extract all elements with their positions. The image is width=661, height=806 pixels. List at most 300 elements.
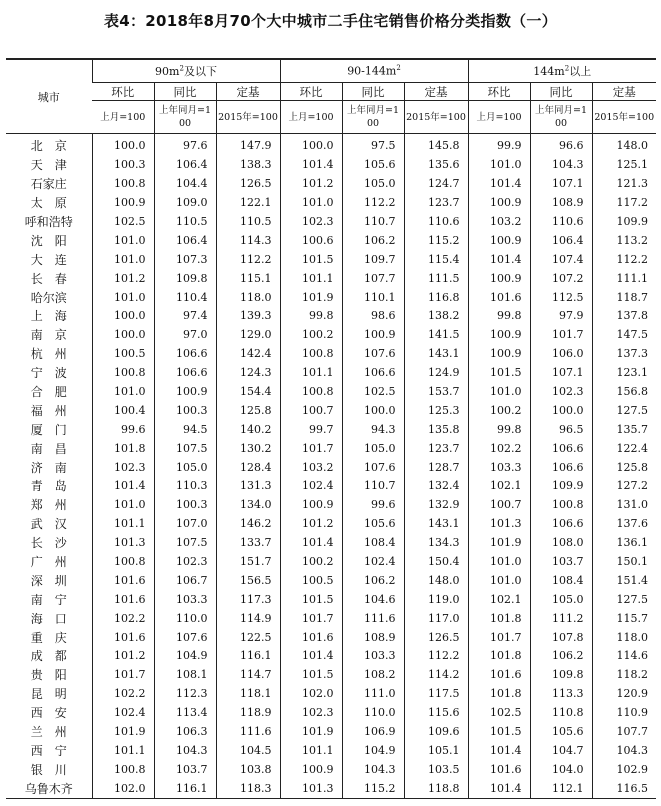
table-row — [6, 609, 656, 628]
index-value: 101.8 — [468, 647, 530, 666]
table-row — [6, 345, 656, 364]
city-name: 宁 波 — [30, 366, 67, 381]
index-value: 107.6 — [342, 345, 404, 364]
index-value: 101.0 — [92, 231, 154, 250]
index-value: 97.4 — [154, 307, 216, 326]
table-row — [6, 213, 656, 232]
index-value: 151.7 — [216, 553, 280, 572]
index-value: 106.4 — [530, 231, 592, 250]
city-column-header: 城市 — [6, 59, 92, 134]
index-value: 116.5 — [592, 779, 656, 798]
index-value: 101.0 — [468, 553, 530, 572]
index-value: 111.6 — [216, 723, 280, 742]
index-value: 100.9 — [468, 345, 530, 364]
col-header-base: 定基 — [216, 83, 280, 101]
index-value: 101.1 — [92, 742, 154, 761]
table-row — [6, 628, 656, 647]
index-value: 106.6 — [154, 364, 216, 383]
index-value: 108.0 — [530, 534, 592, 553]
index-value: 125.1 — [592, 156, 656, 175]
index-value: 101.7 — [280, 439, 342, 458]
index-value: 101.0 — [468, 156, 530, 175]
index-value: 118.2 — [592, 666, 656, 685]
index-value: 110.8 — [530, 704, 592, 723]
index-value: 101.6 — [92, 590, 154, 609]
index-value: 103.5 — [404, 760, 468, 779]
index-value: 118.0 — [592, 628, 656, 647]
index-value: 101.0 — [92, 288, 154, 307]
col-header-yoy: 同比 — [530, 83, 592, 101]
index-value: 99.6 — [92, 420, 154, 439]
table-row — [6, 571, 656, 590]
index-value: 101.4 — [468, 175, 530, 194]
city-name: 深 圳 — [30, 573, 67, 588]
index-value: 101.8 — [468, 609, 530, 628]
city-name: 上 海 — [30, 309, 67, 324]
index-value: 102.3 — [530, 383, 592, 402]
index-value: 133.7 — [216, 534, 280, 553]
index-value: 151.4 — [592, 571, 656, 590]
index-value: 107.7 — [342, 269, 404, 288]
table-row — [6, 156, 656, 175]
index-value: 112.2 — [342, 194, 404, 213]
col-header-yoy: 同比 — [154, 83, 216, 101]
table-row — [6, 250, 656, 269]
index-value: 111.2 — [530, 609, 592, 628]
index-value: 102.4 — [280, 477, 342, 496]
index-value: 99.7 — [280, 420, 342, 439]
index-value: 148.0 — [404, 571, 468, 590]
group-header-medium: $90-144m^2$ — [280, 59, 468, 83]
index-value: 105.0 — [154, 458, 216, 477]
index-value: 117.0 — [404, 609, 468, 628]
index-value: 118.9 — [216, 704, 280, 723]
table-row — [6, 496, 656, 515]
index-value: 101.0 — [92, 383, 154, 402]
col-header-yoy: 同比 — [342, 83, 404, 101]
index-value: 109.8 — [530, 666, 592, 685]
index-value: 100.9 — [342, 326, 404, 345]
index-value: 105.1 — [404, 742, 468, 761]
index-value: 102.0 — [92, 779, 154, 798]
index-value: 104.9 — [154, 647, 216, 666]
city-name: 哈尔滨 — [30, 290, 67, 305]
index-value: 107.1 — [530, 175, 592, 194]
col-header-base: 定基 — [592, 83, 656, 101]
index-value: 99.8 — [468, 420, 530, 439]
city-name: 南 宁 — [30, 592, 67, 607]
index-value: 102.3 — [280, 704, 342, 723]
index-value: 135.7 — [592, 420, 656, 439]
index-value: 128.7 — [404, 458, 468, 477]
city-name: 银 川 — [30, 762, 67, 777]
index-value: 111.1 — [592, 269, 656, 288]
unit-label-base: 2015年=100 — [404, 101, 468, 134]
index-value: 106.6 — [342, 364, 404, 383]
index-value: 135.6 — [404, 156, 468, 175]
index-value: 123.7 — [404, 439, 468, 458]
index-value: 123.1 — [592, 364, 656, 383]
index-value: 107.6 — [342, 458, 404, 477]
index-value: 106.6 — [530, 458, 592, 477]
index-value: 107.8 — [530, 628, 592, 647]
index-value: 102.2 — [92, 609, 154, 628]
index-value: 107.5 — [154, 439, 216, 458]
table-row — [6, 666, 656, 685]
table-row — [6, 477, 656, 496]
index-value: 117.3 — [216, 590, 280, 609]
index-value: 101.7 — [468, 628, 530, 647]
index-value: 100.3 — [154, 401, 216, 420]
city-name: 石家庄 — [30, 177, 67, 192]
price-index-table — [6, 58, 656, 799]
city-name: 长 沙 — [30, 536, 67, 551]
page-title: 表4：2018年8月70个大中城市二手住宅销售价格分类指数（一） — [103, 12, 558, 30]
index-value: 126.5 — [404, 628, 468, 647]
index-value: 100.9 — [280, 760, 342, 779]
index-value: 107.5 — [154, 534, 216, 553]
index-value: 109.0 — [154, 194, 216, 213]
index-value: 100.9 — [154, 383, 216, 402]
table-row — [6, 175, 656, 194]
index-value: 107.6 — [154, 628, 216, 647]
index-value: 127.5 — [592, 401, 656, 420]
index-value: 102.0 — [280, 685, 342, 704]
index-value: 145.8 — [404, 134, 468, 156]
city-name: 广 州 — [30, 555, 67, 570]
index-value: 108.1 — [154, 666, 216, 685]
index-value: 100.9 — [280, 496, 342, 515]
table-row — [6, 288, 656, 307]
index-value: 102.1 — [468, 477, 530, 496]
index-value: 106.7 — [154, 571, 216, 590]
index-value: 101.2 — [92, 269, 154, 288]
index-value: 107.0 — [154, 515, 216, 534]
index-value: 109.7 — [342, 250, 404, 269]
index-value: 102.5 — [92, 213, 154, 232]
index-value: 129.0 — [216, 326, 280, 345]
index-value: 115.4 — [404, 250, 468, 269]
index-value: 112.5 — [530, 288, 592, 307]
index-value: 100.3 — [154, 496, 216, 515]
index-value: 114.7 — [216, 666, 280, 685]
table-row — [6, 760, 656, 779]
city-name: 杭 州 — [30, 347, 67, 362]
index-value: 116.1 — [154, 779, 216, 798]
index-value: 143.1 — [404, 345, 468, 364]
index-value: 101.3 — [468, 515, 530, 534]
index-value: 110.3 — [154, 477, 216, 496]
index-value: 100.0 — [280, 134, 342, 156]
index-value: 101.2 — [92, 647, 154, 666]
index-value: 106.9 — [342, 723, 404, 742]
index-value: 106.6 — [154, 345, 216, 364]
table-row — [6, 420, 656, 439]
index-value: 102.3 — [154, 553, 216, 572]
index-value: 103.7 — [530, 553, 592, 572]
index-value: 101.5 — [468, 723, 530, 742]
table-header — [6, 59, 656, 134]
index-value: 100.9 — [468, 231, 530, 250]
city-name: 呼和浩特 — [24, 215, 73, 229]
index-value: 108.9 — [530, 194, 592, 213]
index-value: 127.2 — [592, 477, 656, 496]
index-value: 150.4 — [404, 553, 468, 572]
index-value: 101.7 — [530, 326, 592, 345]
index-value: 101.4 — [468, 742, 530, 761]
index-value: 137.6 — [592, 515, 656, 534]
index-value: 105.0 — [530, 590, 592, 609]
index-value: 101.3 — [280, 779, 342, 798]
table-row — [6, 307, 656, 326]
index-value: 109.6 — [404, 723, 468, 742]
index-value: 106.2 — [530, 647, 592, 666]
table-row — [6, 231, 656, 250]
city-name: 大 连 — [30, 252, 67, 267]
index-value: 103.2 — [280, 458, 342, 477]
index-value: 131.0 — [592, 496, 656, 515]
index-value: 107.3 — [154, 250, 216, 269]
index-value: 118.7 — [592, 288, 656, 307]
index-value: 108.4 — [530, 571, 592, 590]
index-value: 100.0 — [530, 401, 592, 420]
index-value: 115.1 — [216, 269, 280, 288]
unit-label-mom: 上月=100 — [92, 101, 154, 134]
city-name: 合 肥 — [30, 385, 67, 400]
city-name: 长 春 — [30, 271, 67, 286]
index-value: 150.1 — [592, 553, 656, 572]
index-value: 135.8 — [404, 420, 468, 439]
city-name: 海 口 — [30, 611, 67, 626]
index-value: 101.4 — [280, 647, 342, 666]
index-value: 99.8 — [468, 307, 530, 326]
city-name: 济 南 — [30, 460, 67, 475]
index-value: 124.9 — [404, 364, 468, 383]
index-value: 101.9 — [280, 723, 342, 742]
index-value: 112.1 — [530, 779, 592, 798]
index-value: 116.1 — [216, 647, 280, 666]
index-value: 127.5 — [592, 590, 656, 609]
index-value: 100.2 — [280, 326, 342, 345]
index-value: 115.2 — [404, 231, 468, 250]
group-header-large: $144m^2$以上 — [468, 59, 656, 83]
index-value: 101.8 — [92, 439, 154, 458]
index-value: 113.3 — [530, 685, 592, 704]
index-value: 102.3 — [92, 458, 154, 477]
city-name: 青 岛 — [30, 479, 67, 494]
index-value: 102.4 — [342, 553, 404, 572]
table-row — [6, 269, 656, 288]
city-name: 贵 阳 — [30, 668, 67, 683]
index-value: 104.3 — [592, 742, 656, 761]
city-name: 太 原 — [30, 196, 67, 211]
city-name: 福 州 — [30, 403, 67, 418]
index-value: 100.6 — [280, 231, 342, 250]
index-value: 134.0 — [216, 496, 280, 515]
index-value: 109.8 — [154, 269, 216, 288]
index-value: 122.5 — [216, 628, 280, 647]
index-value: 104.4 — [154, 175, 216, 194]
index-value: 147.5 — [592, 326, 656, 345]
index-value: 114.6 — [592, 647, 656, 666]
index-value: 146.2 — [216, 515, 280, 534]
index-value: 106.4 — [154, 156, 216, 175]
index-value: 103.3 — [154, 590, 216, 609]
index-value: 110.0 — [154, 609, 216, 628]
index-value: 105.6 — [530, 723, 592, 742]
index-value: 104.5 — [216, 742, 280, 761]
index-value: 102.1 — [468, 590, 530, 609]
index-value: 100.8 — [92, 175, 154, 194]
table-body — [6, 134, 656, 799]
index-value: 140.2 — [216, 420, 280, 439]
index-value: 148.0 — [592, 134, 656, 156]
index-value: 101.4 — [468, 250, 530, 269]
index-value: 102.9 — [592, 760, 656, 779]
index-value: 101.8 — [468, 685, 530, 704]
index-value: 100.7 — [280, 401, 342, 420]
index-value: 101.1 — [280, 364, 342, 383]
index-value: 101.0 — [468, 571, 530, 590]
index-value: 124.3 — [216, 364, 280, 383]
index-value: 101.6 — [468, 288, 530, 307]
index-value: 112.3 — [154, 685, 216, 704]
table-row — [6, 439, 656, 458]
index-value: 101.1 — [280, 269, 342, 288]
index-value: 110.0 — [342, 704, 404, 723]
index-value: 94.5 — [154, 420, 216, 439]
index-value: 101.6 — [468, 666, 530, 685]
index-value: 101.4 — [92, 477, 154, 496]
index-value: 100.8 — [92, 553, 154, 572]
index-value: 113.2 — [592, 231, 656, 250]
index-value: 100.9 — [468, 269, 530, 288]
index-value: 139.3 — [216, 307, 280, 326]
index-value: 110.6 — [530, 213, 592, 232]
city-name: 成 都 — [30, 649, 67, 664]
table-row — [6, 704, 656, 723]
col-header-base: 定基 — [404, 83, 468, 101]
index-value: 118.8 — [404, 779, 468, 798]
index-value: 101.5 — [280, 666, 342, 685]
city-name: 天 津 — [30, 158, 67, 173]
index-value: 108.9 — [342, 628, 404, 647]
index-value: 102.2 — [468, 439, 530, 458]
index-value: 101.1 — [280, 742, 342, 761]
unit-label-mom: 上月=100 — [280, 101, 342, 134]
index-value: 100.2 — [280, 553, 342, 572]
index-value: 99.9 — [468, 134, 530, 156]
city-name: 南 昌 — [30, 441, 67, 456]
index-value: 106.6 — [530, 439, 592, 458]
index-value: 100.8 — [280, 345, 342, 364]
index-value: 108.2 — [342, 666, 404, 685]
table-row — [6, 685, 656, 704]
index-value: 101.4 — [468, 779, 530, 798]
city-name: 重 庆 — [30, 630, 67, 645]
index-value: 103.3 — [468, 458, 530, 477]
table-row — [6, 534, 656, 553]
index-value: 101.4 — [280, 534, 342, 553]
index-value: 120.9 — [592, 685, 656, 704]
index-value: 97.6 — [154, 134, 216, 156]
index-value: 101.5 — [280, 590, 342, 609]
city-name: 兰 州 — [30, 725, 67, 740]
index-value: 103.2 — [468, 213, 530, 232]
table-row — [6, 723, 656, 742]
city-name: 郑 州 — [30, 498, 67, 513]
index-value: 97.0 — [154, 326, 216, 345]
index-value: 110.4 — [154, 288, 216, 307]
index-value: 101.6 — [92, 628, 154, 647]
index-value: 130.2 — [216, 439, 280, 458]
index-value: 109.9 — [592, 213, 656, 232]
index-value: 100.3 — [92, 156, 154, 175]
col-header-mom: 环比 — [280, 83, 342, 101]
index-value: 112.2 — [216, 250, 280, 269]
city-name: 南 京 — [30, 328, 67, 343]
index-value: 123.7 — [404, 194, 468, 213]
table-row — [6, 742, 656, 761]
index-value: 143.1 — [404, 515, 468, 534]
index-value: 104.3 — [530, 156, 592, 175]
index-value: 117.5 — [404, 685, 468, 704]
index-value: 100.5 — [280, 571, 342, 590]
index-value: 118.0 — [216, 288, 280, 307]
index-value: 100.7 — [468, 496, 530, 515]
index-value: 132.4 — [404, 477, 468, 496]
city-name: 西 宁 — [30, 743, 67, 758]
index-value: 100.9 — [468, 326, 530, 345]
index-value: 115.2 — [342, 779, 404, 798]
index-value: 104.7 — [530, 742, 592, 761]
table-row — [6, 194, 656, 213]
table-row — [6, 364, 656, 383]
index-value: 156.8 — [592, 383, 656, 402]
index-value: 124.7 — [404, 175, 468, 194]
index-value: 102.3 — [280, 213, 342, 232]
index-value: 137.3 — [592, 345, 656, 364]
unit-label-base: 2015年=100 — [216, 101, 280, 134]
index-value: 104.6 — [342, 590, 404, 609]
city-name: 西 安 — [30, 706, 67, 721]
index-value: 114.2 — [404, 666, 468, 685]
table-row — [6, 779, 656, 798]
index-value: 101.3 — [92, 534, 154, 553]
index-value: 104.3 — [342, 760, 404, 779]
index-value: 101.9 — [92, 723, 154, 742]
index-value: 101.9 — [468, 534, 530, 553]
index-value: 110.7 — [342, 477, 404, 496]
index-value: 110.5 — [216, 213, 280, 232]
index-value: 141.5 — [404, 326, 468, 345]
index-value: 110.9 — [592, 704, 656, 723]
index-value: 101.6 — [280, 628, 342, 647]
index-value: 110.5 — [154, 213, 216, 232]
index-value: 98.6 — [342, 307, 404, 326]
index-value: 114.3 — [216, 231, 280, 250]
table-row — [6, 515, 656, 534]
index-value: 101.4 — [280, 156, 342, 175]
city-name: 沈 阳 — [30, 233, 67, 248]
index-value: 147.9 — [216, 134, 280, 156]
index-value: 114.9 — [216, 609, 280, 628]
index-value: 102.5 — [468, 704, 530, 723]
index-value: 100.0 — [342, 401, 404, 420]
unit-label-base: 2015年=100 — [592, 101, 656, 134]
index-value: 119.0 — [404, 590, 468, 609]
index-value: 94.3 — [342, 420, 404, 439]
